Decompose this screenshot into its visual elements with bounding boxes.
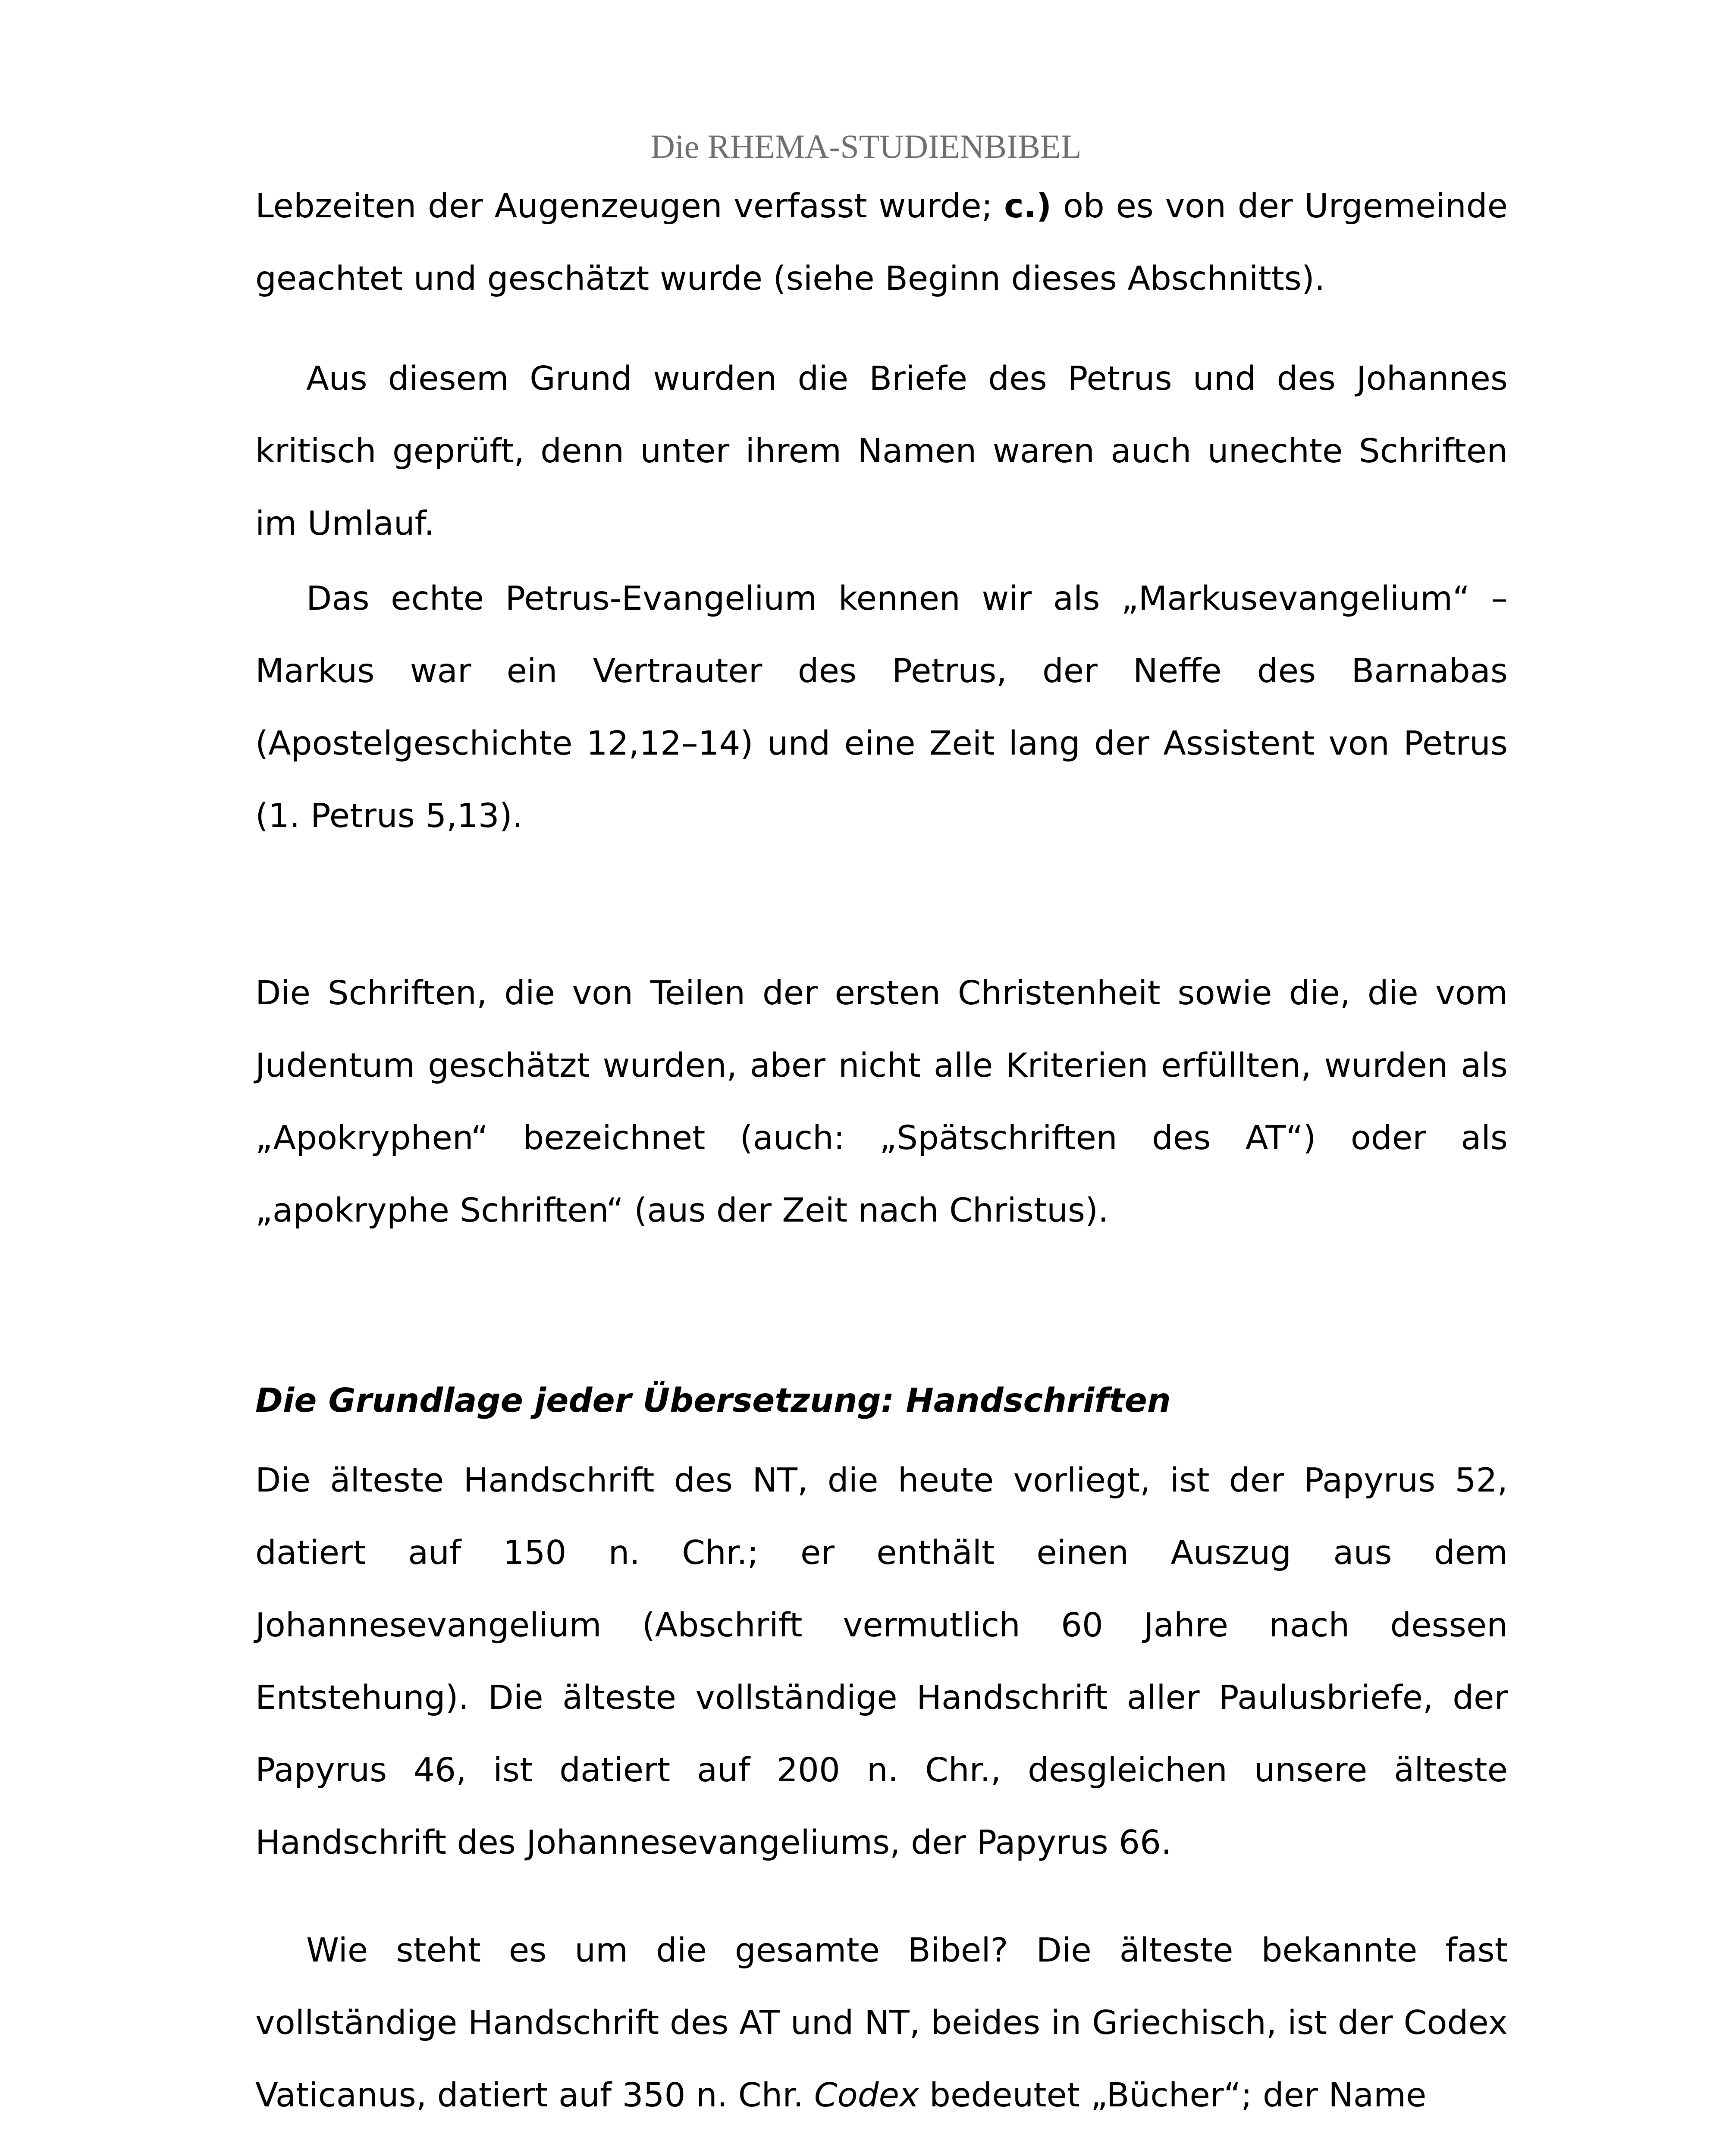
section-heading: Die Grundlage jeder Übersetzung: Handschriften: [255, 1382, 1171, 1420]
paragraph-5: Die älteste Handschrift des NT, die heute vorliegt, ist der Papyrus 52, datiert auf 150 n. Chr.; er enthält einen Auszug aus dem Johannesevangelium (Abschrift vermutlich 60 Jahre nach dessen Entstehung). Die älteste vollständige Handschrift aller Paulusbriefe, der Papyrus 46, ist datiert auf 200 n. Chr., desgleichen unsere älteste Handschrift des Johannesevangeliums, der Papyrus 66.: [255, 1461, 1508, 1862]
paragraph-2: Aus diesem Grund wurden die Briefe des Petrus und des Johannes kritisch geprüft, denn unter ihrem Namen waren auch unechte Schriften im Umlauf.: [255, 360, 1508, 543]
paragraph-4: Die Schriften, die von Teilen der ersten Christenheit sowie die, die vom Judentum geschätzt wurden, aber nicht alle Kriterien erfüllten, wurden als „Apokryphen“ bezeichnet (auch: „Spätschriften des AT“) oder als „apokryphe Schriften“ (aus der Zeit nach Christus).: [255, 974, 1508, 1230]
paragraph-1: Lebzeiten der Augenzeugen verfasst wurde; c.) ob es von der Urgemeinde geachtet und geschätzt wurde (siehe Beginn dieses Abschnitts).: [255, 187, 1508, 298]
running-header: Die RHEMA-STUDIENBIBEL: [650, 128, 1082, 165]
bold-marker: c.): [1004, 187, 1052, 226]
italic-term: Codex: [814, 2076, 919, 2115]
paragraph-6: Wie steht es um die gesamte Bibel? Die älteste bekannte fast vollständige Handschrift des AT und NT, beides in Griechisch, ist der Codex Vaticanus, datiert auf 350 n. Chr. Codex bedeutet „Bücher“; der Name: [255, 1931, 1508, 2115]
paragraph-3: Das echte Petrus-Evangelium kennen wir als „Markusevangelium“ – Markus war ein Vertrauter des Petrus, der Neffe des Barnabas (Apostelgeschichte 12,12–14) und eine Zeit lang der Assistent von Petrus (1. Petrus 5,13).: [255, 580, 1508, 835]
